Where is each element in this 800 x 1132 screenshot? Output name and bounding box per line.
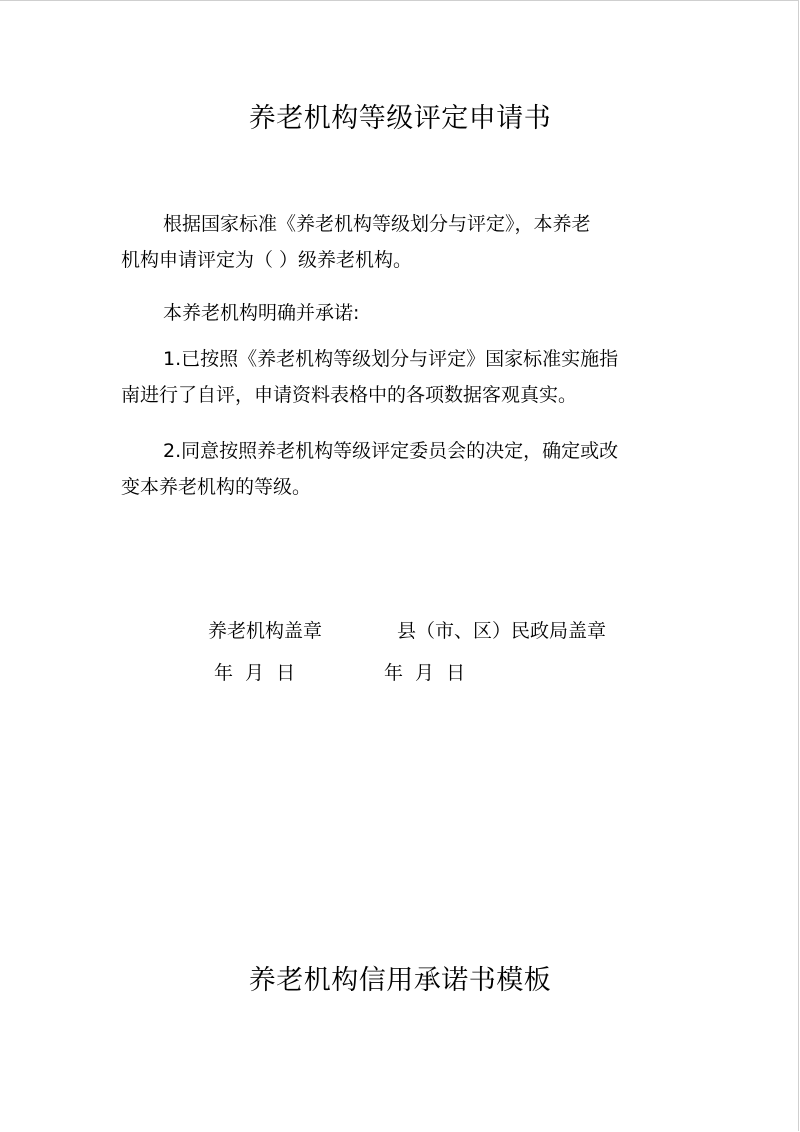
seal-civil-affairs-label: 县（市、区）民政局盖章	[397, 620, 607, 642]
paragraph-commitment-2	[121, 433, 681, 505]
paragraph-commitment-2-line-2: 变本养老机构的等级。	[121, 476, 312, 498]
paragraph-commitment-1-line-1: 1.已按照《养老机构等级划分与评定》国家标准实施指	[163, 348, 619, 370]
paragraph-commitment-1-line-2: 南进行了自评，申请资料表格中的各项数据客观真实。	[121, 384, 578, 406]
document-title: 养老机构等级评定申请书	[248, 103, 552, 134]
second-document-title: 养老机构信用承诺书模板	[248, 965, 552, 996]
paragraph-application	[121, 206, 681, 278]
paragraph-commitment-2-line-1: 2.同意按照养老机构等级评定委员会的决定，确定或改	[163, 440, 619, 462]
paragraph-commitment-intro-line: 本养老机构明确并承诺:	[163, 302, 360, 324]
seal-institution-label: 养老机构盖章	[208, 620, 323, 642]
paragraph-commitment-intro	[121, 295, 681, 331]
date-civil-affairs-label: 年 月 日	[384, 662, 466, 684]
paragraph-commitment-1	[121, 341, 681, 413]
paragraph-application-line-1: 根据国家标准《养老机构等级划分与评定》，本养老	[163, 213, 591, 235]
paragraph-application-line-2: 机构申请评定为（ ）级养老机构。	[121, 249, 413, 271]
date-institution-label: 年 月 日	[214, 662, 296, 684]
